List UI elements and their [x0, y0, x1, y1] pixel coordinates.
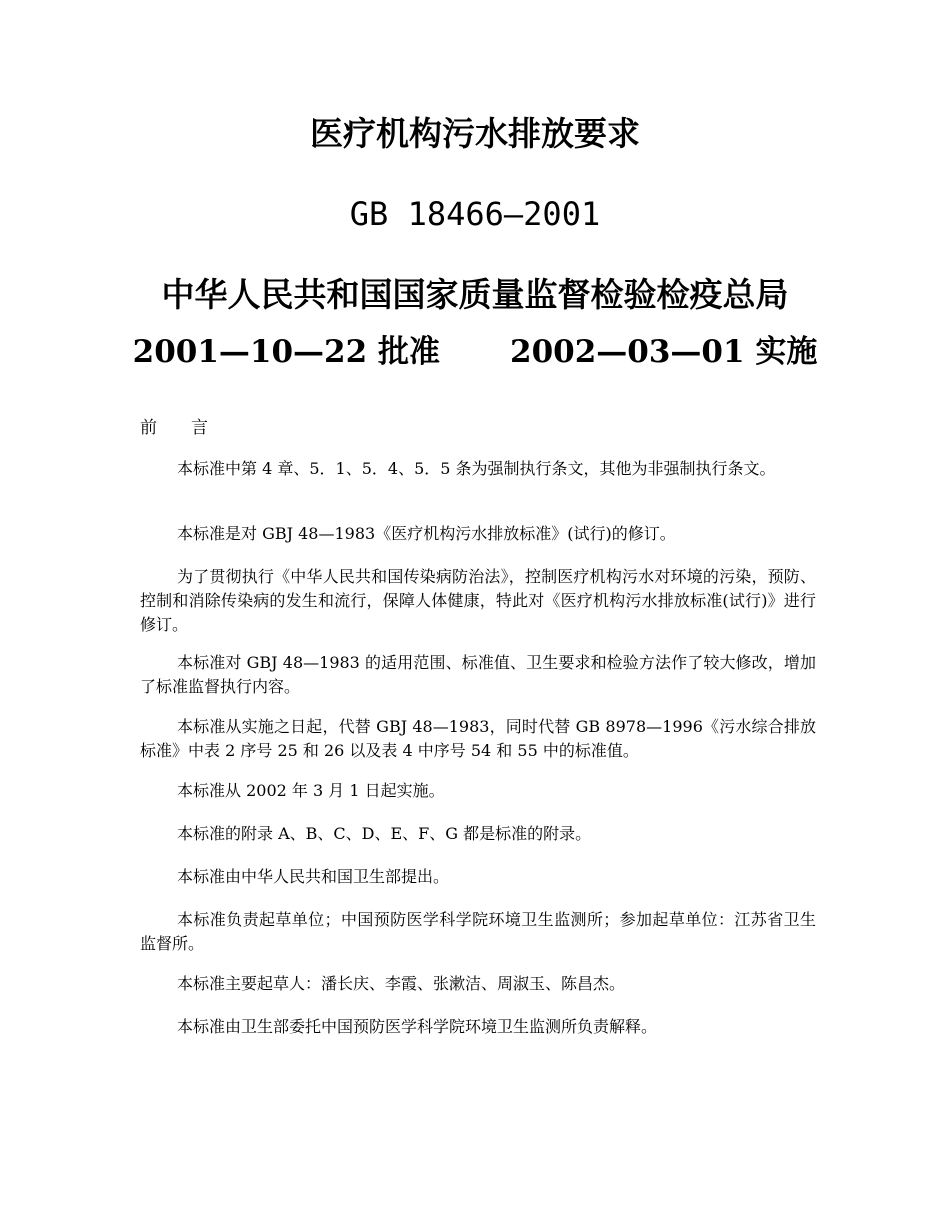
issuing-authority: 中华人民共和国国家质量监督检验检疫总局	[161, 275, 789, 314]
foreword-heading	[140, 416, 212, 440]
foreword-paragraph: 本标准是对 GBJ 48—1983《医疗机构污水排放标准》(试行)的修订。	[177, 524, 676, 543]
approval-date: 2001—10—22 批准	[132, 334, 440, 370]
foreword-paragraph: 本标准对 GBJ 48—1983 的适用范围、标准值、卫生要求和检验方法作了较大修改，增加了标准监督执行内容。	[140, 653, 816, 696]
foreword-paragraph: 本标准由卫生部委托中国预防医学科学院环境卫生监测所负责解释。	[177, 1017, 658, 1036]
foreword-paragraph: 本标准主要起草人：潘长庆、李霞、张漱洁、周淑玉、陈昌杰。	[177, 974, 626, 993]
foreword-paragraph: 本标准的附录 A、B、C、D、E、F、G 都是标准的附录。	[177, 824, 592, 843]
foreword-heading-right: 言	[191, 418, 212, 438]
foreword-paragraph: 本标准负责起草单位；中国预防医学科学院环境卫生监测所；参加起草单位：江苏省卫生监督所。	[140, 910, 816, 953]
foreword-paragraph: 本标准中第 4 章、5．1、5．4、5．5 条为强制执行条文，其他为非强制执行条文。	[177, 459, 776, 478]
document-title: 医疗机构污水排放要求	[310, 114, 640, 153]
date-line	[0, 332, 950, 372]
foreword-heading-left: 前	[140, 418, 161, 438]
standard-number: GB 18466—2001	[349, 195, 601, 233]
foreword-paragraph: 本标准由中华人民共和国卫生部提出。	[177, 867, 450, 886]
foreword-paragraph: 为了贯彻执行《中华人民共和国传染病防治法》，控制医疗机构污水对环境的污染，预防、控制和消除传染病的发生和流行，保障人体健康，特此对《医疗机构污水排放标准(试行)》进行修订。	[140, 567, 816, 634]
effective-date: 2002—03—01 实施	[510, 334, 818, 370]
foreword-paragraph: 本标准从 2002 年 3 月 1 日起实施。	[177, 781, 445, 800]
foreword-paragraph: 本标准从实施之日起，代替 GBJ 48—1983，同时代替 GB 8978—1996《污水综合排放标准》中表 2 序号 25 和 26 以及表 4 中序号 54 和 55 中的标准值。	[140, 717, 816, 760]
